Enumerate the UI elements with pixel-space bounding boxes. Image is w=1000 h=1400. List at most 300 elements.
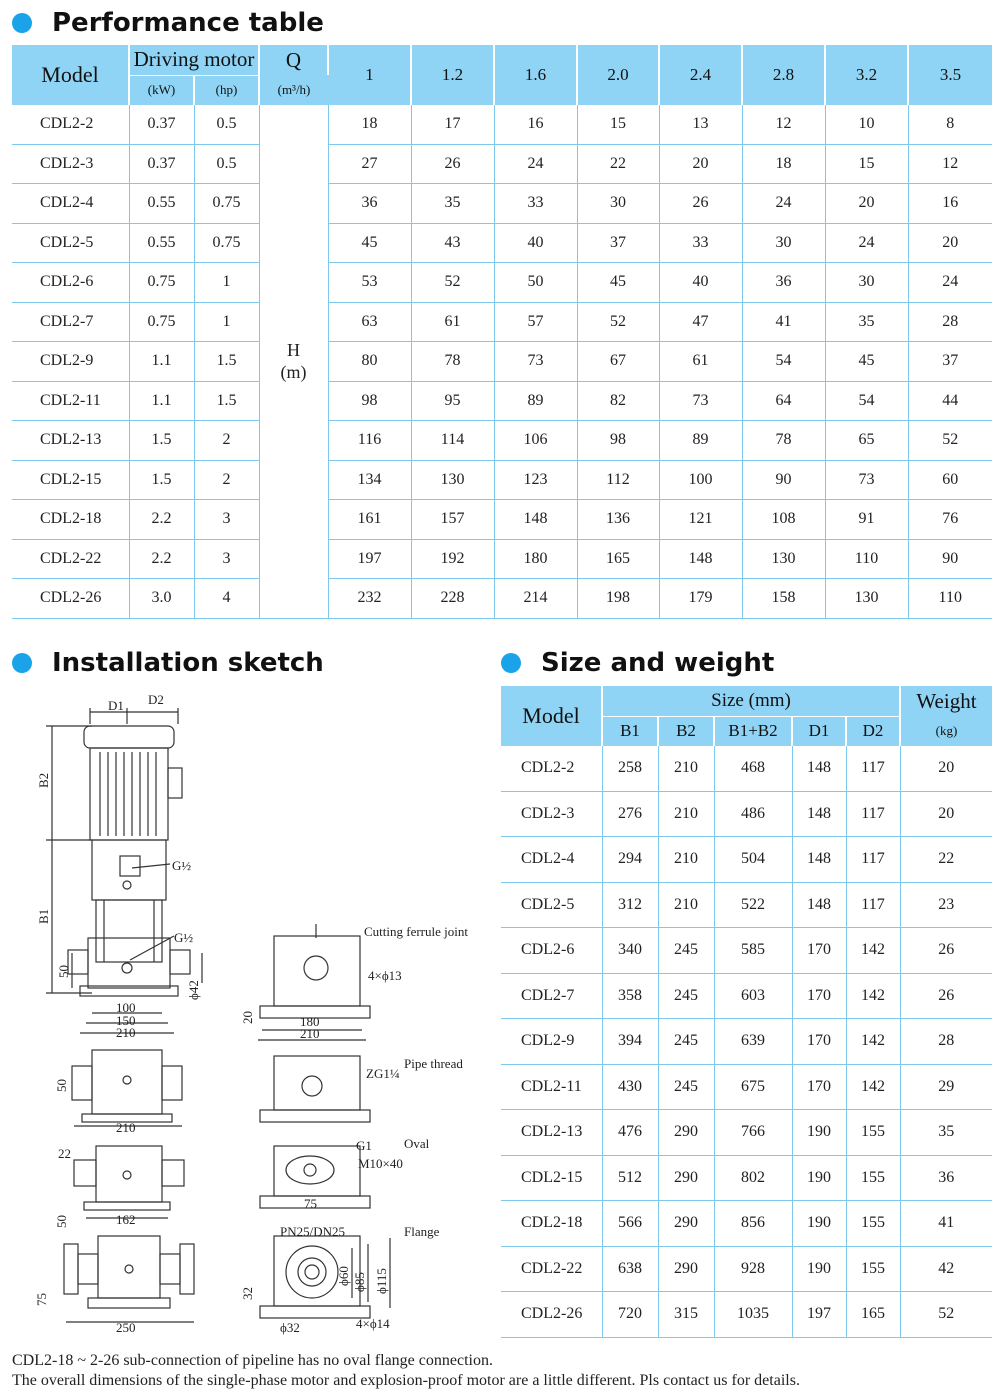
head-value-cell: 130 bbox=[825, 579, 908, 619]
weight-cell: 26 bbox=[900, 973, 992, 1019]
perf-header-flow: 1.2 bbox=[411, 45, 494, 105]
head-value-cell: 73 bbox=[825, 460, 908, 500]
head-value-cell: 90 bbox=[908, 539, 992, 579]
size-value-cell: 170 bbox=[792, 973, 846, 1019]
size-value-cell: 245 bbox=[658, 928, 714, 974]
size-value-cell: 486 bbox=[714, 791, 792, 837]
label-b1: B1 bbox=[36, 908, 51, 924]
flange-side-view bbox=[64, 1236, 194, 1322]
size-value-cell: 276 bbox=[602, 791, 658, 837]
size-value-cell: 504 bbox=[714, 837, 792, 883]
size-value-cell: 117 bbox=[846, 791, 900, 837]
head-value-cell: 90 bbox=[742, 460, 825, 500]
size-value-cell: 585 bbox=[714, 928, 792, 974]
size-row bbox=[501, 837, 992, 883]
head-value-cell: 108 bbox=[742, 500, 825, 540]
model-cell: CDL2-26 bbox=[501, 1292, 602, 1338]
size-value-cell: 802 bbox=[714, 1155, 792, 1201]
model-cell: CDL2-18 bbox=[501, 1201, 602, 1247]
head-value-cell: 161 bbox=[328, 500, 411, 540]
size-value-cell: 165 bbox=[846, 1292, 900, 1338]
hp-cell: 1 bbox=[194, 263, 259, 303]
head-value-cell: 30 bbox=[742, 223, 825, 263]
head-value-cell: 37 bbox=[577, 223, 659, 263]
model-cell: CDL2-13 bbox=[12, 421, 129, 461]
label-cutting-ferrule: Cutting ferrule joint bbox=[364, 924, 468, 939]
size-value-cell: 117 bbox=[846, 837, 900, 883]
head-value-cell: 45 bbox=[577, 263, 659, 303]
bullet-icon bbox=[12, 13, 32, 33]
model-cell: CDL2-9 bbox=[501, 1019, 602, 1065]
head-value-cell: 47 bbox=[659, 302, 742, 342]
size-value-cell: 245 bbox=[658, 973, 714, 1019]
size-value-cell: 245 bbox=[658, 1019, 714, 1065]
head-value-cell: 37 bbox=[908, 342, 992, 382]
performance-row bbox=[12, 381, 992, 421]
kw-cell: 1.1 bbox=[129, 342, 194, 382]
size-weight-table bbox=[501, 686, 992, 1338]
head-value-cell: 12 bbox=[908, 144, 992, 184]
performance-row bbox=[12, 500, 992, 540]
head-value-cell: 24 bbox=[742, 184, 825, 224]
head-value-cell: 52 bbox=[577, 302, 659, 342]
label-phi60: ϕ60 bbox=[336, 1266, 351, 1286]
perf-header-flow: 3.2 bbox=[825, 45, 908, 105]
weight-cell: 20 bbox=[900, 791, 992, 837]
head-value-cell: 61 bbox=[659, 342, 742, 382]
kw-cell: 0.75 bbox=[129, 302, 194, 342]
size-value-cell: 148 bbox=[792, 882, 846, 928]
head-value-cell: 82 bbox=[577, 381, 659, 421]
head-value-cell: 35 bbox=[411, 184, 494, 224]
size-value-cell: 148 bbox=[792, 746, 846, 791]
weight-cell: 28 bbox=[900, 1019, 992, 1065]
head-value-cell: 30 bbox=[825, 263, 908, 303]
bullet-icon bbox=[501, 653, 521, 673]
size-value-cell: 155 bbox=[846, 1201, 900, 1247]
size-value-cell: 522 bbox=[714, 882, 792, 928]
head-value-cell: 26 bbox=[659, 184, 742, 224]
size-header-weight-unit: (kg) bbox=[900, 716, 992, 746]
model-cell: CDL2-3 bbox=[12, 144, 129, 184]
size-header-weight: Weight bbox=[900, 686, 992, 716]
perf-header-flow: 2.4 bbox=[659, 45, 742, 105]
size-value-cell: 197 bbox=[792, 1292, 846, 1338]
head-value-cell: 100 bbox=[659, 460, 742, 500]
round-flange-view bbox=[260, 1236, 390, 1318]
size-value-cell: 210 bbox=[658, 746, 714, 791]
label-4x-phi13: 4×ϕ13 bbox=[368, 968, 402, 983]
hp-cell: 4 bbox=[194, 579, 259, 619]
kw-cell: 1.5 bbox=[129, 460, 194, 500]
head-value-cell: 76 bbox=[908, 500, 992, 540]
label-phi85: ϕ85 bbox=[352, 1272, 367, 1292]
pipe-thread-side-view bbox=[74, 1146, 184, 1218]
head-value-cell: 30 bbox=[577, 184, 659, 224]
head-value-cell: 36 bbox=[742, 263, 825, 303]
installation-sketch-title bbox=[12, 648, 324, 678]
size-header-col: B1 bbox=[602, 716, 658, 746]
model-cell: CDL2-11 bbox=[501, 1064, 602, 1110]
performance-row bbox=[12, 144, 992, 184]
model-cell: CDL2-2 bbox=[501, 746, 602, 791]
hp-cell: 0.5 bbox=[194, 105, 259, 144]
size-value-cell: 142 bbox=[846, 928, 900, 974]
hp-cell: 1.5 bbox=[194, 342, 259, 382]
head-value-cell: 116 bbox=[328, 421, 411, 461]
head-value-cell: 45 bbox=[825, 342, 908, 382]
head-value-cell: 22 bbox=[577, 144, 659, 184]
size-value-cell: 148 bbox=[792, 837, 846, 883]
model-cell: CDL2-7 bbox=[12, 302, 129, 342]
size-value-cell: 155 bbox=[846, 1246, 900, 1292]
head-value-cell: 63 bbox=[328, 302, 411, 342]
head-value-cell: 98 bbox=[328, 381, 411, 421]
model-cell: CDL2-5 bbox=[501, 882, 602, 928]
head-value-cell: 43 bbox=[411, 223, 494, 263]
kw-cell: 1.5 bbox=[129, 421, 194, 461]
head-value-cell: 54 bbox=[742, 342, 825, 382]
head-value-cell: 112 bbox=[577, 460, 659, 500]
size-value-cell: 190 bbox=[792, 1246, 846, 1292]
label-75-oval: 75 bbox=[304, 1196, 317, 1211]
head-value-cell: 28 bbox=[908, 302, 992, 342]
performance-row bbox=[12, 539, 992, 579]
label-32: 32 bbox=[240, 1287, 255, 1300]
performance-row bbox=[12, 263, 992, 303]
performance-row bbox=[12, 342, 992, 382]
head-value-cell: 180 bbox=[494, 539, 577, 579]
hp-cell: 0.75 bbox=[194, 184, 259, 224]
label-250: 250 bbox=[116, 1320, 136, 1335]
label-g-half-upper: G½ bbox=[172, 858, 192, 873]
label-pn25-dn25: PN25/DN25 bbox=[280, 1224, 346, 1239]
perf-header-hp: (hp) bbox=[194, 75, 259, 105]
size-value-cell: 312 bbox=[602, 882, 658, 928]
head-label: H bbox=[287, 340, 300, 361]
head-value-cell: 110 bbox=[908, 579, 992, 619]
head-value-cell: 114 bbox=[411, 421, 494, 461]
perf-header-q: Q bbox=[259, 45, 328, 75]
head-value-cell: 95 bbox=[411, 381, 494, 421]
head-value-cell: 73 bbox=[659, 381, 742, 421]
size-value-cell: 638 bbox=[602, 1246, 658, 1292]
head-value-cell: 20 bbox=[908, 223, 992, 263]
head-value-cell: 40 bbox=[494, 223, 577, 263]
label-150: 150 bbox=[116, 1013, 136, 1028]
head-value-cell: 24 bbox=[908, 263, 992, 303]
size-value-cell: 430 bbox=[602, 1064, 658, 1110]
head-value-cell: 157 bbox=[411, 500, 494, 540]
size-value-cell: 290 bbox=[658, 1110, 714, 1156]
hp-cell: 0.5 bbox=[194, 144, 259, 184]
weight-cell: 36 bbox=[900, 1155, 992, 1201]
perf-header-flow: 3.5 bbox=[908, 45, 992, 105]
perf-header-flow: 1 bbox=[328, 45, 411, 105]
size-row bbox=[501, 1019, 992, 1065]
head-value-cell: 78 bbox=[411, 342, 494, 382]
kw-cell: 0.37 bbox=[129, 144, 194, 184]
size-value-cell: 117 bbox=[846, 882, 900, 928]
head-value-cell: 20 bbox=[659, 144, 742, 184]
size-value-cell: 210 bbox=[658, 882, 714, 928]
hp-cell: 2 bbox=[194, 460, 259, 500]
head-unit: (m) bbox=[280, 362, 307, 383]
head-value-cell: 18 bbox=[742, 144, 825, 184]
performance-row bbox=[12, 302, 992, 342]
weight-cell: 20 bbox=[900, 746, 992, 791]
kw-cell: 2.2 bbox=[129, 539, 194, 579]
size-value-cell: 294 bbox=[602, 837, 658, 883]
size-value-cell: 190 bbox=[792, 1201, 846, 1247]
head-value-cell: 165 bbox=[577, 539, 659, 579]
head-value-cell: 54 bbox=[825, 381, 908, 421]
kw-cell: 0.55 bbox=[129, 184, 194, 224]
weight-cell: 26 bbox=[900, 928, 992, 974]
label-g-half-lower: G½ bbox=[174, 930, 194, 945]
performance-title-text: Performance table bbox=[52, 8, 324, 38]
model-cell: CDL2-22 bbox=[12, 539, 129, 579]
head-value-cell: 136 bbox=[577, 500, 659, 540]
head-value-cell: 57 bbox=[494, 302, 577, 342]
size-value-cell: 512 bbox=[602, 1155, 658, 1201]
head-value-cell: 20 bbox=[825, 184, 908, 224]
size-header-model: Model bbox=[501, 686, 602, 746]
size-value-cell: 245 bbox=[658, 1064, 714, 1110]
size-value-cell: 675 bbox=[714, 1064, 792, 1110]
performance-row bbox=[12, 105, 992, 144]
head-value-cell: 98 bbox=[577, 421, 659, 461]
weight-cell: 42 bbox=[900, 1246, 992, 1292]
hp-cell: 3 bbox=[194, 500, 259, 540]
kw-cell: 0.75 bbox=[129, 263, 194, 303]
size-row bbox=[501, 1201, 992, 1247]
label-d1: D1 bbox=[108, 698, 124, 713]
head-value-cell: 121 bbox=[659, 500, 742, 540]
size-value-cell: 720 bbox=[602, 1292, 658, 1338]
kw-cell: 3.0 bbox=[129, 579, 194, 619]
kw-cell: 1.1 bbox=[129, 381, 194, 421]
model-cell: CDL2-4 bbox=[501, 837, 602, 883]
model-cell: CDL2-4 bbox=[12, 184, 129, 224]
installation-sketch bbox=[12, 688, 497, 1348]
size-row bbox=[501, 746, 992, 791]
size-row bbox=[501, 791, 992, 837]
size-value-cell: 148 bbox=[792, 791, 846, 837]
model-cell: CDL2-15 bbox=[501, 1155, 602, 1201]
size-value-cell: 290 bbox=[658, 1246, 714, 1292]
head-value-cell: 41 bbox=[742, 302, 825, 342]
label-210-side: 210 bbox=[116, 1120, 136, 1135]
head-value-cell: 16 bbox=[494, 105, 577, 144]
label-75-flange: 75 bbox=[34, 1293, 49, 1306]
head-value-cell: 61 bbox=[411, 302, 494, 342]
head-value-cell: 52 bbox=[908, 421, 992, 461]
size-value-cell: 155 bbox=[846, 1155, 900, 1201]
model-cell: CDL2-15 bbox=[12, 460, 129, 500]
perf-header-flow: 2.8 bbox=[742, 45, 825, 105]
size-value-cell: 476 bbox=[602, 1110, 658, 1156]
oval-connection-side-view bbox=[72, 1050, 182, 1126]
size-value-cell: 170 bbox=[792, 1064, 846, 1110]
perf-header-model: Model bbox=[12, 45, 129, 105]
head-value-cell: 78 bbox=[742, 421, 825, 461]
head-value-cell: 16 bbox=[908, 184, 992, 224]
size-row bbox=[501, 973, 992, 1019]
label-g1: G1 bbox=[356, 1138, 372, 1153]
label-210-base: 210 bbox=[300, 1026, 320, 1041]
size-value-cell: 566 bbox=[602, 1201, 658, 1247]
head-value-cell: 67 bbox=[577, 342, 659, 382]
size-value-cell: 190 bbox=[792, 1110, 846, 1156]
size-value-cell: 315 bbox=[658, 1292, 714, 1338]
head-value-cell: 158 bbox=[742, 579, 825, 619]
head-value-cell: 24 bbox=[494, 144, 577, 184]
head-value-cell: 27 bbox=[328, 144, 411, 184]
performance-table bbox=[12, 45, 992, 619]
hp-cell: 0.75 bbox=[194, 223, 259, 263]
size-value-cell: 170 bbox=[792, 1019, 846, 1065]
size-row bbox=[501, 1064, 992, 1110]
size-value-cell: 358 bbox=[602, 973, 658, 1019]
kw-cell: 0.37 bbox=[129, 105, 194, 144]
weight-cell: 35 bbox=[900, 1110, 992, 1156]
model-cell: CDL2-7 bbox=[501, 973, 602, 1019]
size-header-col: B1+B2 bbox=[714, 716, 792, 746]
size-value-cell: 210 bbox=[658, 791, 714, 837]
head-value-cell: 110 bbox=[825, 539, 908, 579]
size-value-cell: 928 bbox=[714, 1246, 792, 1292]
size-value-cell: 290 bbox=[658, 1155, 714, 1201]
head-value-cell: 45 bbox=[328, 223, 411, 263]
size-row bbox=[501, 1292, 992, 1338]
label-m10x40: M10×40 bbox=[358, 1156, 403, 1171]
size-row bbox=[501, 1155, 992, 1201]
perf-header-flow: 1.6 bbox=[494, 45, 577, 105]
installation-title-text: Installation sketch bbox=[52, 648, 324, 678]
head-value-cell: 18 bbox=[328, 105, 411, 144]
model-cell: CDL2-3 bbox=[501, 791, 602, 837]
head-value-cell: 106 bbox=[494, 421, 577, 461]
performance-row bbox=[12, 223, 992, 263]
size-value-cell: 258 bbox=[602, 746, 658, 791]
head-value-cell: 60 bbox=[908, 460, 992, 500]
label-20: 20 bbox=[240, 1011, 255, 1024]
size-title-text: Size and weight bbox=[541, 648, 775, 678]
perf-header-q-unit: (m³/h) bbox=[259, 75, 328, 105]
label-50-side: 50 bbox=[54, 1079, 69, 1092]
size-value-cell: 468 bbox=[714, 746, 792, 791]
size-value-cell: 170 bbox=[792, 928, 846, 974]
footnote-dimensions: The overall dimensions of the single-phase motor and explosion-proof motor are a little different. Pls contact us for details. bbox=[12, 1372, 800, 1389]
label-pipe-thread: Pipe thread bbox=[404, 1056, 463, 1071]
performance-row bbox=[12, 460, 992, 500]
size-row bbox=[501, 882, 992, 928]
size-header-col: D1 bbox=[792, 716, 846, 746]
head-value-cell: 17 bbox=[411, 105, 494, 144]
head-value-cell: 10 bbox=[825, 105, 908, 144]
model-cell: CDL2-13 bbox=[501, 1110, 602, 1156]
size-value-cell: 639 bbox=[714, 1019, 792, 1065]
head-value-cell: 192 bbox=[411, 539, 494, 579]
size-header-col: B2 bbox=[658, 716, 714, 746]
size-header-col: D2 bbox=[846, 716, 900, 746]
head-value-cell: 13 bbox=[659, 105, 742, 144]
label-100: 100 bbox=[116, 1000, 136, 1015]
head-value-cell: 24 bbox=[825, 223, 908, 263]
size-value-cell: 142 bbox=[846, 1019, 900, 1065]
head-value-cell: 73 bbox=[494, 342, 577, 382]
size-value-cell: 190 bbox=[792, 1155, 846, 1201]
model-cell: CDL2-22 bbox=[501, 1246, 602, 1292]
head-value-cell: 52 bbox=[411, 263, 494, 303]
head-value-cell: 214 bbox=[494, 579, 577, 619]
head-value-cell: 89 bbox=[494, 381, 577, 421]
size-weight-title bbox=[501, 648, 774, 678]
head-value-cell: 91 bbox=[825, 500, 908, 540]
head-value-cell: 80 bbox=[328, 342, 411, 382]
label-180: 180 bbox=[300, 1014, 320, 1029]
head-value-cell: 36 bbox=[328, 184, 411, 224]
label-50: 50 bbox=[56, 965, 71, 978]
performance-table-title bbox=[12, 8, 324, 38]
head-value-cell: 130 bbox=[411, 460, 494, 500]
size-value-cell: 856 bbox=[714, 1201, 792, 1247]
hp-cell: 1.5 bbox=[194, 381, 259, 421]
footnote-oval-flange: CDL2-18 ~ 2-26 sub-connection of pipeline has no oval flange connection. bbox=[12, 1352, 493, 1369]
label-phi42: ϕ42 bbox=[186, 980, 201, 1000]
model-cell: CDL2-26 bbox=[12, 579, 129, 619]
pipe-thread-view bbox=[260, 1056, 370, 1122]
size-value-cell: 340 bbox=[602, 928, 658, 974]
size-value-cell: 210 bbox=[658, 837, 714, 883]
head-value-cell: 35 bbox=[825, 302, 908, 342]
head-value-cell: 228 bbox=[411, 579, 494, 619]
model-cell: CDL2-2 bbox=[12, 105, 129, 144]
model-cell: CDL2-6 bbox=[12, 263, 129, 303]
size-header-size: Size (mm) bbox=[602, 686, 900, 716]
size-value-cell: 142 bbox=[846, 973, 900, 1019]
head-value-cell: 15 bbox=[825, 144, 908, 184]
label-phi32: ϕ32 bbox=[280, 1320, 300, 1335]
performance-row bbox=[12, 579, 992, 619]
weight-cell: 41 bbox=[900, 1201, 992, 1247]
head-value-cell: 89 bbox=[659, 421, 742, 461]
performance-row bbox=[12, 421, 992, 461]
perf-header-kw: (kW) bbox=[129, 75, 194, 105]
model-cell: CDL2-5 bbox=[12, 223, 129, 263]
head-value-cell: 123 bbox=[494, 460, 577, 500]
size-value-cell: 290 bbox=[658, 1201, 714, 1247]
size-value-cell: 394 bbox=[602, 1019, 658, 1065]
weight-cell: 52 bbox=[900, 1292, 992, 1338]
head-value-cell: 232 bbox=[328, 579, 411, 619]
head-value-cell: 40 bbox=[659, 263, 742, 303]
label-4x-phi14: 4×ϕ14 bbox=[356, 1316, 390, 1331]
head-value-cell: 64 bbox=[742, 381, 825, 421]
label-50-pipe: 50 bbox=[54, 1215, 69, 1228]
size-row bbox=[501, 928, 992, 974]
label-phi115: ϕ115 bbox=[374, 1268, 389, 1294]
head-value-cell: 15 bbox=[577, 105, 659, 144]
label-b2: B2 bbox=[36, 772, 51, 788]
label-d2: D2 bbox=[148, 692, 164, 707]
model-cell: CDL2-6 bbox=[501, 928, 602, 974]
model-cell: CDL2-18 bbox=[12, 500, 129, 540]
size-row bbox=[501, 1246, 992, 1292]
model-cell: CDL2-11 bbox=[12, 381, 129, 421]
head-value-cell: 26 bbox=[411, 144, 494, 184]
